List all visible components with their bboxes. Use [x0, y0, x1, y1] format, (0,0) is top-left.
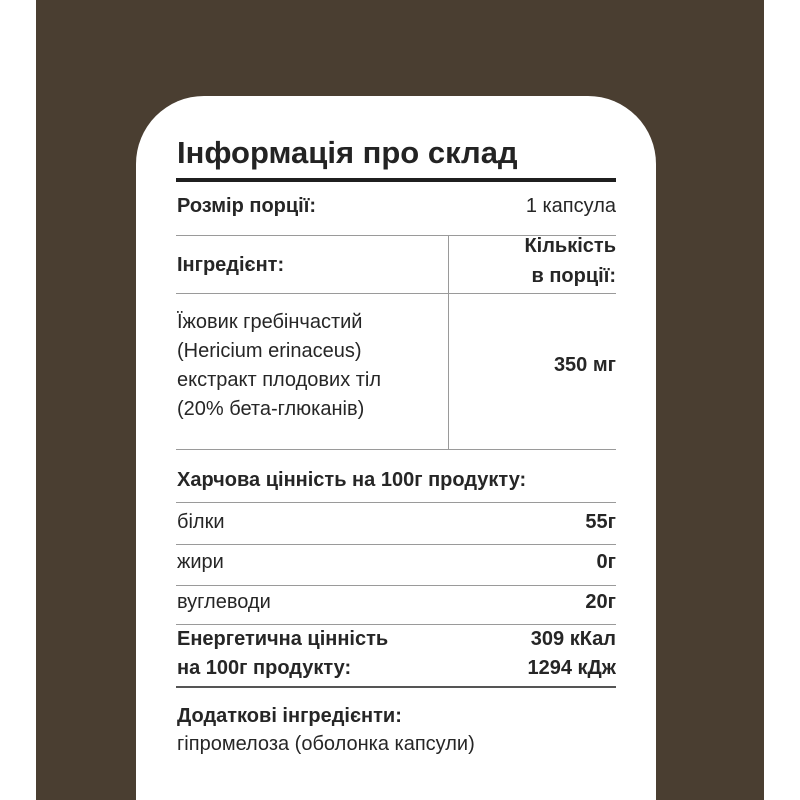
ingredient-name-line: (20% бета-глюканів): [177, 398, 365, 420]
divider: [176, 502, 616, 503]
energy-label-line2: на 100г продукту:: [177, 657, 352, 679]
amount-header-line2: в порції:: [531, 265, 616, 287]
divider: [176, 544, 616, 545]
additional-heading: Додаткові інгредієнти:: [177, 705, 402, 727]
nutrition-label-fat: жири: [177, 551, 224, 573]
serving-size-value: 1 капсула: [525, 195, 616, 217]
nutrition-label-protein: білки: [177, 511, 225, 533]
energy-kcal: 309 кКал: [530, 628, 616, 650]
divider: [176, 585, 616, 586]
ingredient-name-line: (Hericium erinaceus): [177, 340, 362, 362]
energy-label-line1: Енергетична цінність: [177, 628, 389, 650]
divider: [176, 686, 616, 688]
divider: [176, 449, 616, 450]
ingredient-name-line: екстракт плодових тіл: [177, 369, 382, 391]
nutrition-value-protein: 55г: [585, 511, 616, 533]
amount-header-line1: Кількість: [524, 235, 616, 257]
ingredient-name-line: Їжовик гребінчастий: [177, 311, 363, 333]
nutrition-value-fat: 0г: [596, 551, 616, 573]
composition-card: [136, 96, 656, 800]
energy-kj: 1294 кДж: [527, 657, 616, 679]
ingredient-header: Інгредієнт:: [177, 254, 285, 276]
ingredient-amount: 350 мг: [553, 354, 616, 376]
nutrition-heading: Харчова цінність на 100г продукту:: [177, 469, 527, 491]
additional-text: гіпромелоза (оболонка капсули): [177, 733, 475, 755]
title-underline: [176, 178, 616, 182]
nutrition-value-carbs: 20г: [585, 591, 616, 613]
column-divider: [448, 235, 449, 450]
serving-size-label: Розмір порції:: [177, 195, 317, 217]
card-title: Інформація про склад: [177, 135, 518, 170]
divider: [176, 293, 616, 294]
nutrition-label-carbs: вуглеводи: [177, 591, 271, 613]
